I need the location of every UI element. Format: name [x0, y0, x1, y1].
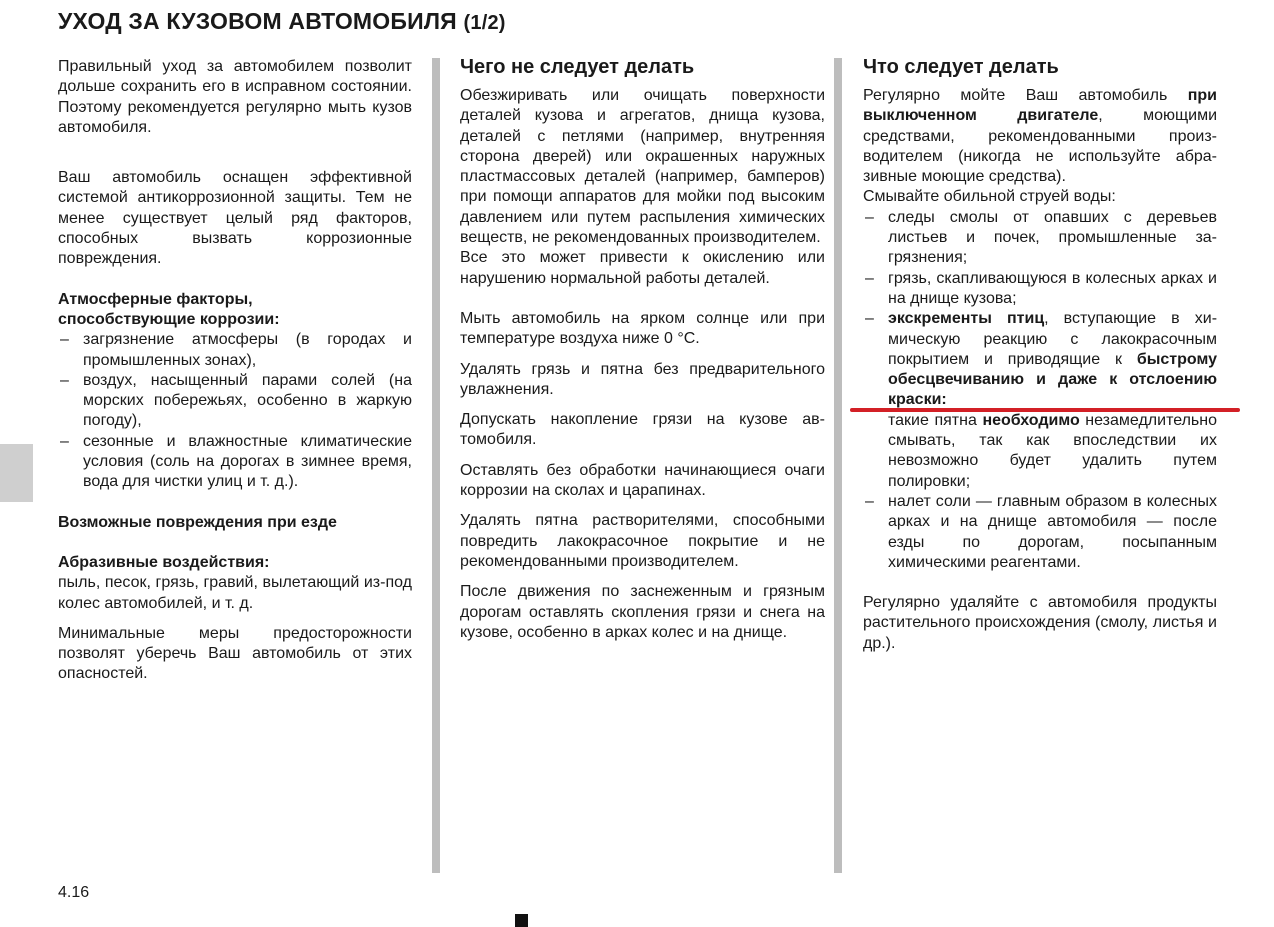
page-title-text: УХОД ЗА КУЗОВОМ АВТОМОБИЛЯ [58, 8, 457, 34]
wash-list-continued [863, 492, 1217, 573]
dont-heading: Чего не следует делать [460, 56, 695, 78]
text-run: незамедлительно смывать, так как впоследствии их невозможно будет удалить путем полировки; [888, 411, 1217, 490]
damage-heading: Возможные повреждения при езде [58, 513, 337, 531]
dont-paragraph-1: Обезжиривать или очищать поверхности деталей кузова и агрегатов, днища кузова, деталей с петлями (например, внутренняя сторона дверей) или окрашенных наружных пластмассовых деталей (например, бамперов) при помощи аппаратов для мойки под высоким давлением или путем распыления химических веществ, не рекомендованных производителем. [460, 87, 825, 247]
do-paragraph-2: Смывайте обильной струей воды: [863, 188, 1116, 206]
atmos-heading-line-1: Атмосферные факторы, [58, 290, 253, 308]
page-part: (1/2) [463, 12, 506, 34]
wash-list [863, 208, 1217, 411]
end-marker-square [515, 914, 528, 927]
list-item: – загрязнение атмосферы (в городах и промышленных зонах), [58, 330, 412, 371]
page-title [58, 8, 506, 35]
list-item-continuation [863, 411, 1217, 492]
atmos-heading [58, 290, 412, 331]
dont-paragraph-3: Удалять грязь и пятна без предварительного увлажнения. [460, 360, 825, 398]
dont-paragraph-2: Мыть автомобиль на ярком солнце или при температуре воздуха ниже 0 °С. [460, 309, 825, 348]
abrasive-heading: Абразивные воздействия: [58, 553, 270, 571]
text-run-bold: необходимо [982, 411, 1080, 429]
anticorrosion-paragraph: Ваш автомобиль оснащен эффективной системой антикоррозионной защиты. Тем не менее существует целый ряд факторов, способных вызвать коррозионные повреждения. [58, 169, 412, 268]
dont-paragraph-1b: Все это может привести к окислению или нарушению нормальной работы деталей. [460, 249, 825, 287]
do-paragraph-1 [863, 86, 1217, 187]
list-item: – воздух, насыщенный парами солей (на морских побережьях, особенно в жаркую погоду), [58, 371, 412, 432]
section-tab [0, 444, 33, 502]
do-heading: Что следует делать [863, 56, 1059, 78]
text-run: , моющими средствами, рекомендованными производителем (никогда не используйте абразивные моющие средства). [863, 107, 1217, 186]
text-run: такие пятна [888, 411, 983, 429]
dont-paragraph-7: После движения по заснеженным и грязным дорогам оставлять скопления грязи и снега на кузове, особенно в арках колес и на днище. [460, 583, 825, 641]
do-paragraph-3: Регулярно удаляйте с автомобиля продукты растительного происхождения (смолу, листья и др.). [863, 594, 1217, 652]
dont-paragraph-4: Допускать накопление грязи на кузове автомобиля. [460, 411, 825, 449]
text-run-bold: быстрому обесцвечиванию и даже к отслоению краски: [888, 350, 1217, 409]
list-item: – налет соли — главным образом в колесных арках и на днище автомобиля — после езды по дорогам, посыпанным химическими реагентами. [863, 492, 1217, 573]
text-run: Регулярно мойте Ваш автомобиль [863, 87, 1188, 104]
column-2 [460, 54, 825, 643]
dont-paragraph-5: Оставлять без обработки начинающиеся очаги коррозии на сколах и царапинах. [460, 461, 825, 500]
text-run-bold: при выключенном двигателе [863, 87, 1217, 125]
precaution-paragraph: Минимальные меры предосторожности позволят уберечь Ваш автомобиль от этих опасностей. [58, 624, 412, 683]
column-divider-left [432, 58, 440, 873]
text-run-bold: экскременты птиц [888, 310, 1045, 328]
list-item: – следы смолы от опавших с деревьев листьев и почек, промышленные загрязнения; [863, 208, 1217, 269]
column-3 [863, 54, 1217, 654]
annotation-underline [850, 408, 1240, 412]
atmos-list [58, 330, 412, 492]
column-divider-right [834, 58, 842, 873]
atmos-heading-line-2: способствующие коррозии: [58, 310, 280, 328]
list-item [863, 309, 1217, 410]
list-item: – сезонные и влажностные климатические условия (соль на дорогах в зимнее время, вода для чистки улиц и т. д.). [58, 432, 412, 493]
page-number: 4.16 [58, 884, 90, 901]
abrasive-text: пыль, песок, грязь, гравий, вылетающий из-под колес автомобилей, и т. д. [58, 574, 412, 612]
column-1 [58, 57, 412, 685]
dont-paragraph-6: Удалять пятна растворителями, способными повредить лакокрасочное покрытие и не рекомендованными производителем. [460, 512, 825, 570]
intro-paragraph: Правильный уход за автомобилем позволит дольше сохранить его в исправном состоянии. Поэтому рекомендуется регулярно мыть кузов автомобиля. [58, 58, 412, 136]
list-item: – грязь, скапливающуюся в колесных арках и на днище кузова; [863, 269, 1217, 310]
text-run: , вступающие в химическую реакцию с лакокрасочным покрытием и приводящие к [888, 310, 1218, 368]
